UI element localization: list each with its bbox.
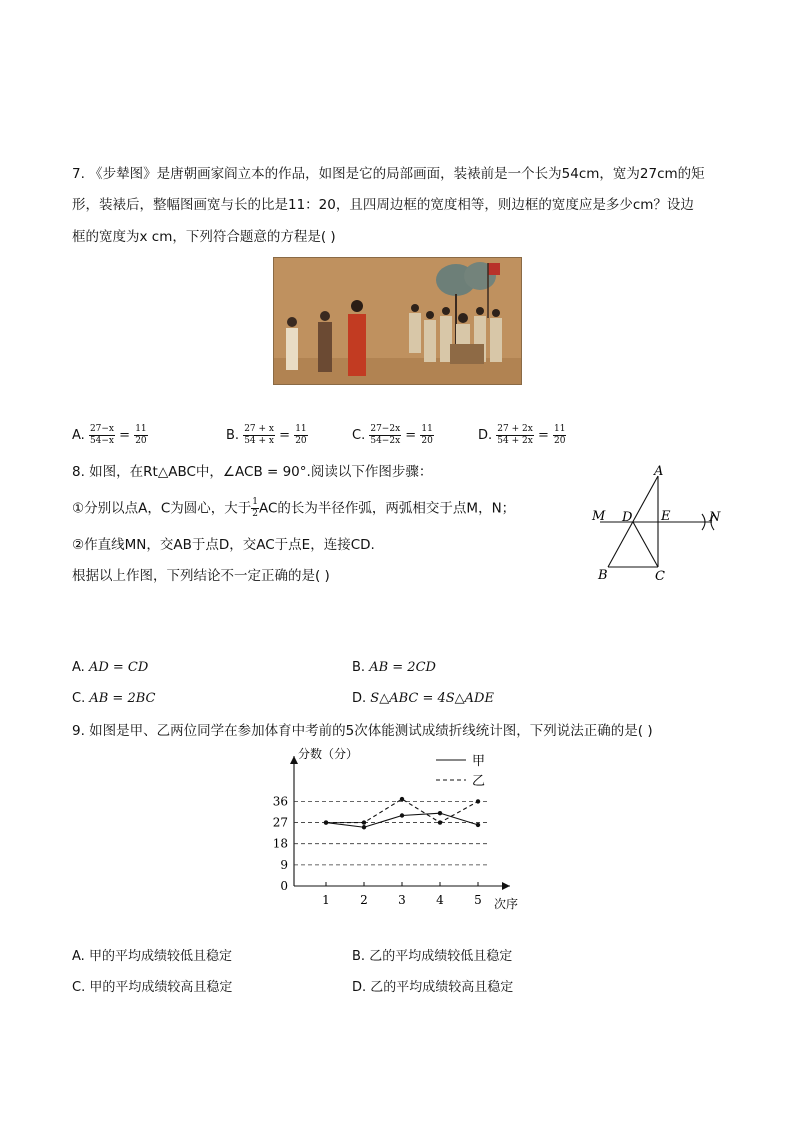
half-fraction: $\frac{1}{2}$ xyxy=(252,497,258,519)
label-d: D xyxy=(622,510,633,525)
bunian-painting-image xyxy=(273,257,522,385)
data-point xyxy=(362,825,366,829)
x-tick-label: 5 xyxy=(474,893,482,907)
q9-option-c[interactable]: C. 甲的平均成绩较高且稳定 xyxy=(72,980,233,995)
label-n: N xyxy=(709,510,721,525)
label-a: A xyxy=(654,464,664,479)
option-fraction-left: $\frac{27 + 2x}{54 + 2x}$ xyxy=(497,424,533,446)
legend-label-1: 甲 xyxy=(472,754,486,769)
x-tick-label: 2 xyxy=(360,893,368,907)
q7-option-b[interactable]: B. $\frac{27 + x}{54 + x}$ = $\frac{11}{20}$ xyxy=(226,424,307,446)
q9-option-d[interactable]: D. 乙的平均成绩较高且稳定 xyxy=(352,980,514,995)
q8-option-a[interactable]: A. AD = CD xyxy=(72,660,149,675)
q8-option-d[interactable]: D. S△ABC = 4S△ADE xyxy=(352,691,494,706)
label-b: B xyxy=(598,568,608,583)
y-tick-label: 18 xyxy=(272,836,288,851)
q8-step-1: ①分别以点A，C为圆心，大于 $\frac{1}{2}$ AC的长为半径作弧，两弧相交于点M，N； xyxy=(72,497,516,519)
triangle-construction-figure xyxy=(588,462,728,586)
option-fraction-left: $\frac{27-2x}{54-2x}$ xyxy=(370,424,401,446)
q7-line-2: 形，装裱后，整幅图画宽与长的比是11：20，且四周边框的宽度相等，则边框的宽度应是多少cm？设边 xyxy=(72,197,694,213)
data-point xyxy=(400,813,404,817)
y-axis-label: 分数（分） xyxy=(298,747,359,761)
q7-line-3: 框的宽度为x cm，下列符合题意的方程是( ) xyxy=(72,229,336,245)
data-point xyxy=(476,823,480,827)
q7-option-a[interactable]: A. $\frac{27-x}{54-x}$ = $\frac{11}{20}$ xyxy=(72,424,147,446)
label-m: M xyxy=(592,509,606,524)
x-axis-arrow xyxy=(502,882,510,890)
data-point xyxy=(438,820,442,824)
y-tick-label: 36 xyxy=(272,794,288,809)
data-point xyxy=(438,811,442,815)
q8-step-2: ②作直线MN，交AB于点D，交AC于点E，连接CD. xyxy=(72,537,375,553)
q8-line-1: 8. 如图，在Rt△ABC中，∠ACB = 90°.阅读以下作图步骤： xyxy=(72,464,433,480)
option-fraction-right: $\frac{11}{20}$ xyxy=(421,424,433,446)
label-c: C xyxy=(655,569,665,584)
option-letter: B. xyxy=(226,428,240,443)
y-axis-arrow xyxy=(290,756,298,764)
x-tick-label: 1 xyxy=(322,893,330,907)
score-line-chart xyxy=(262,742,532,914)
q9-option-b[interactable]: B. 乙的平均成绩较低且稳定 xyxy=(352,949,513,964)
q8-option-b[interactable]: B. AB = 2CD xyxy=(352,660,436,675)
label-e: E xyxy=(661,509,671,524)
option-letter: A. xyxy=(72,428,85,443)
option-fraction-left: $\frac{27 + x}{54 + x}$ xyxy=(244,424,274,446)
y-tick-label: 27 xyxy=(272,815,288,830)
option-letter: C. xyxy=(352,428,366,443)
y-tick-label: 9 xyxy=(280,857,288,872)
series-line-2 xyxy=(326,799,478,823)
data-point xyxy=(476,799,480,803)
q9-option-a[interactable]: A. 甲的平均成绩较低且稳定 xyxy=(72,949,232,964)
y-tick-label: 0 xyxy=(280,879,288,893)
option-fraction-right: $\frac{11}{20}$ xyxy=(295,424,307,446)
option-fraction-left: $\frac{27-x}{54-x}$ xyxy=(89,424,115,446)
x-axis-label: 次序 xyxy=(494,897,519,911)
q8-option-c[interactable]: C. AB = 2BC xyxy=(72,691,156,706)
q7-line-1: 7. 《步辇图》是唐朝画家阎立本的作品，如图是它的局部画面，装裱前是一个长为54cm，宽为27cm的矩 xyxy=(72,166,705,182)
option-fraction-right: $\frac{11}{20}$ xyxy=(135,424,147,446)
data-point xyxy=(400,797,404,801)
x-tick-label: 3 xyxy=(398,893,406,907)
q7-option-d[interactable]: D. $\frac{27 + 2x}{54 + 2x}$ = $\frac{11}{20}$ xyxy=(478,424,566,446)
data-point xyxy=(362,820,366,824)
q8-line-4: 根据以上作图，下列结论不一定正确的是( ) xyxy=(72,568,330,584)
option-fraction-right: $\frac{11}{20}$ xyxy=(554,424,566,446)
data-point xyxy=(324,820,328,824)
x-tick-label: 4 xyxy=(436,893,444,907)
q7-option-c[interactable]: C. $\frac{27-2x}{54-2x}$ = $\frac{11}{20}$ xyxy=(352,424,433,446)
option-letter: D. xyxy=(478,428,493,443)
legend-label-2: 乙 xyxy=(472,774,486,789)
q9-line-1: 9. 如图是甲、乙两位同学在参加体育中考前的5次体能测试成绩折线统计图，下列说法正确的是( ) xyxy=(72,723,653,739)
